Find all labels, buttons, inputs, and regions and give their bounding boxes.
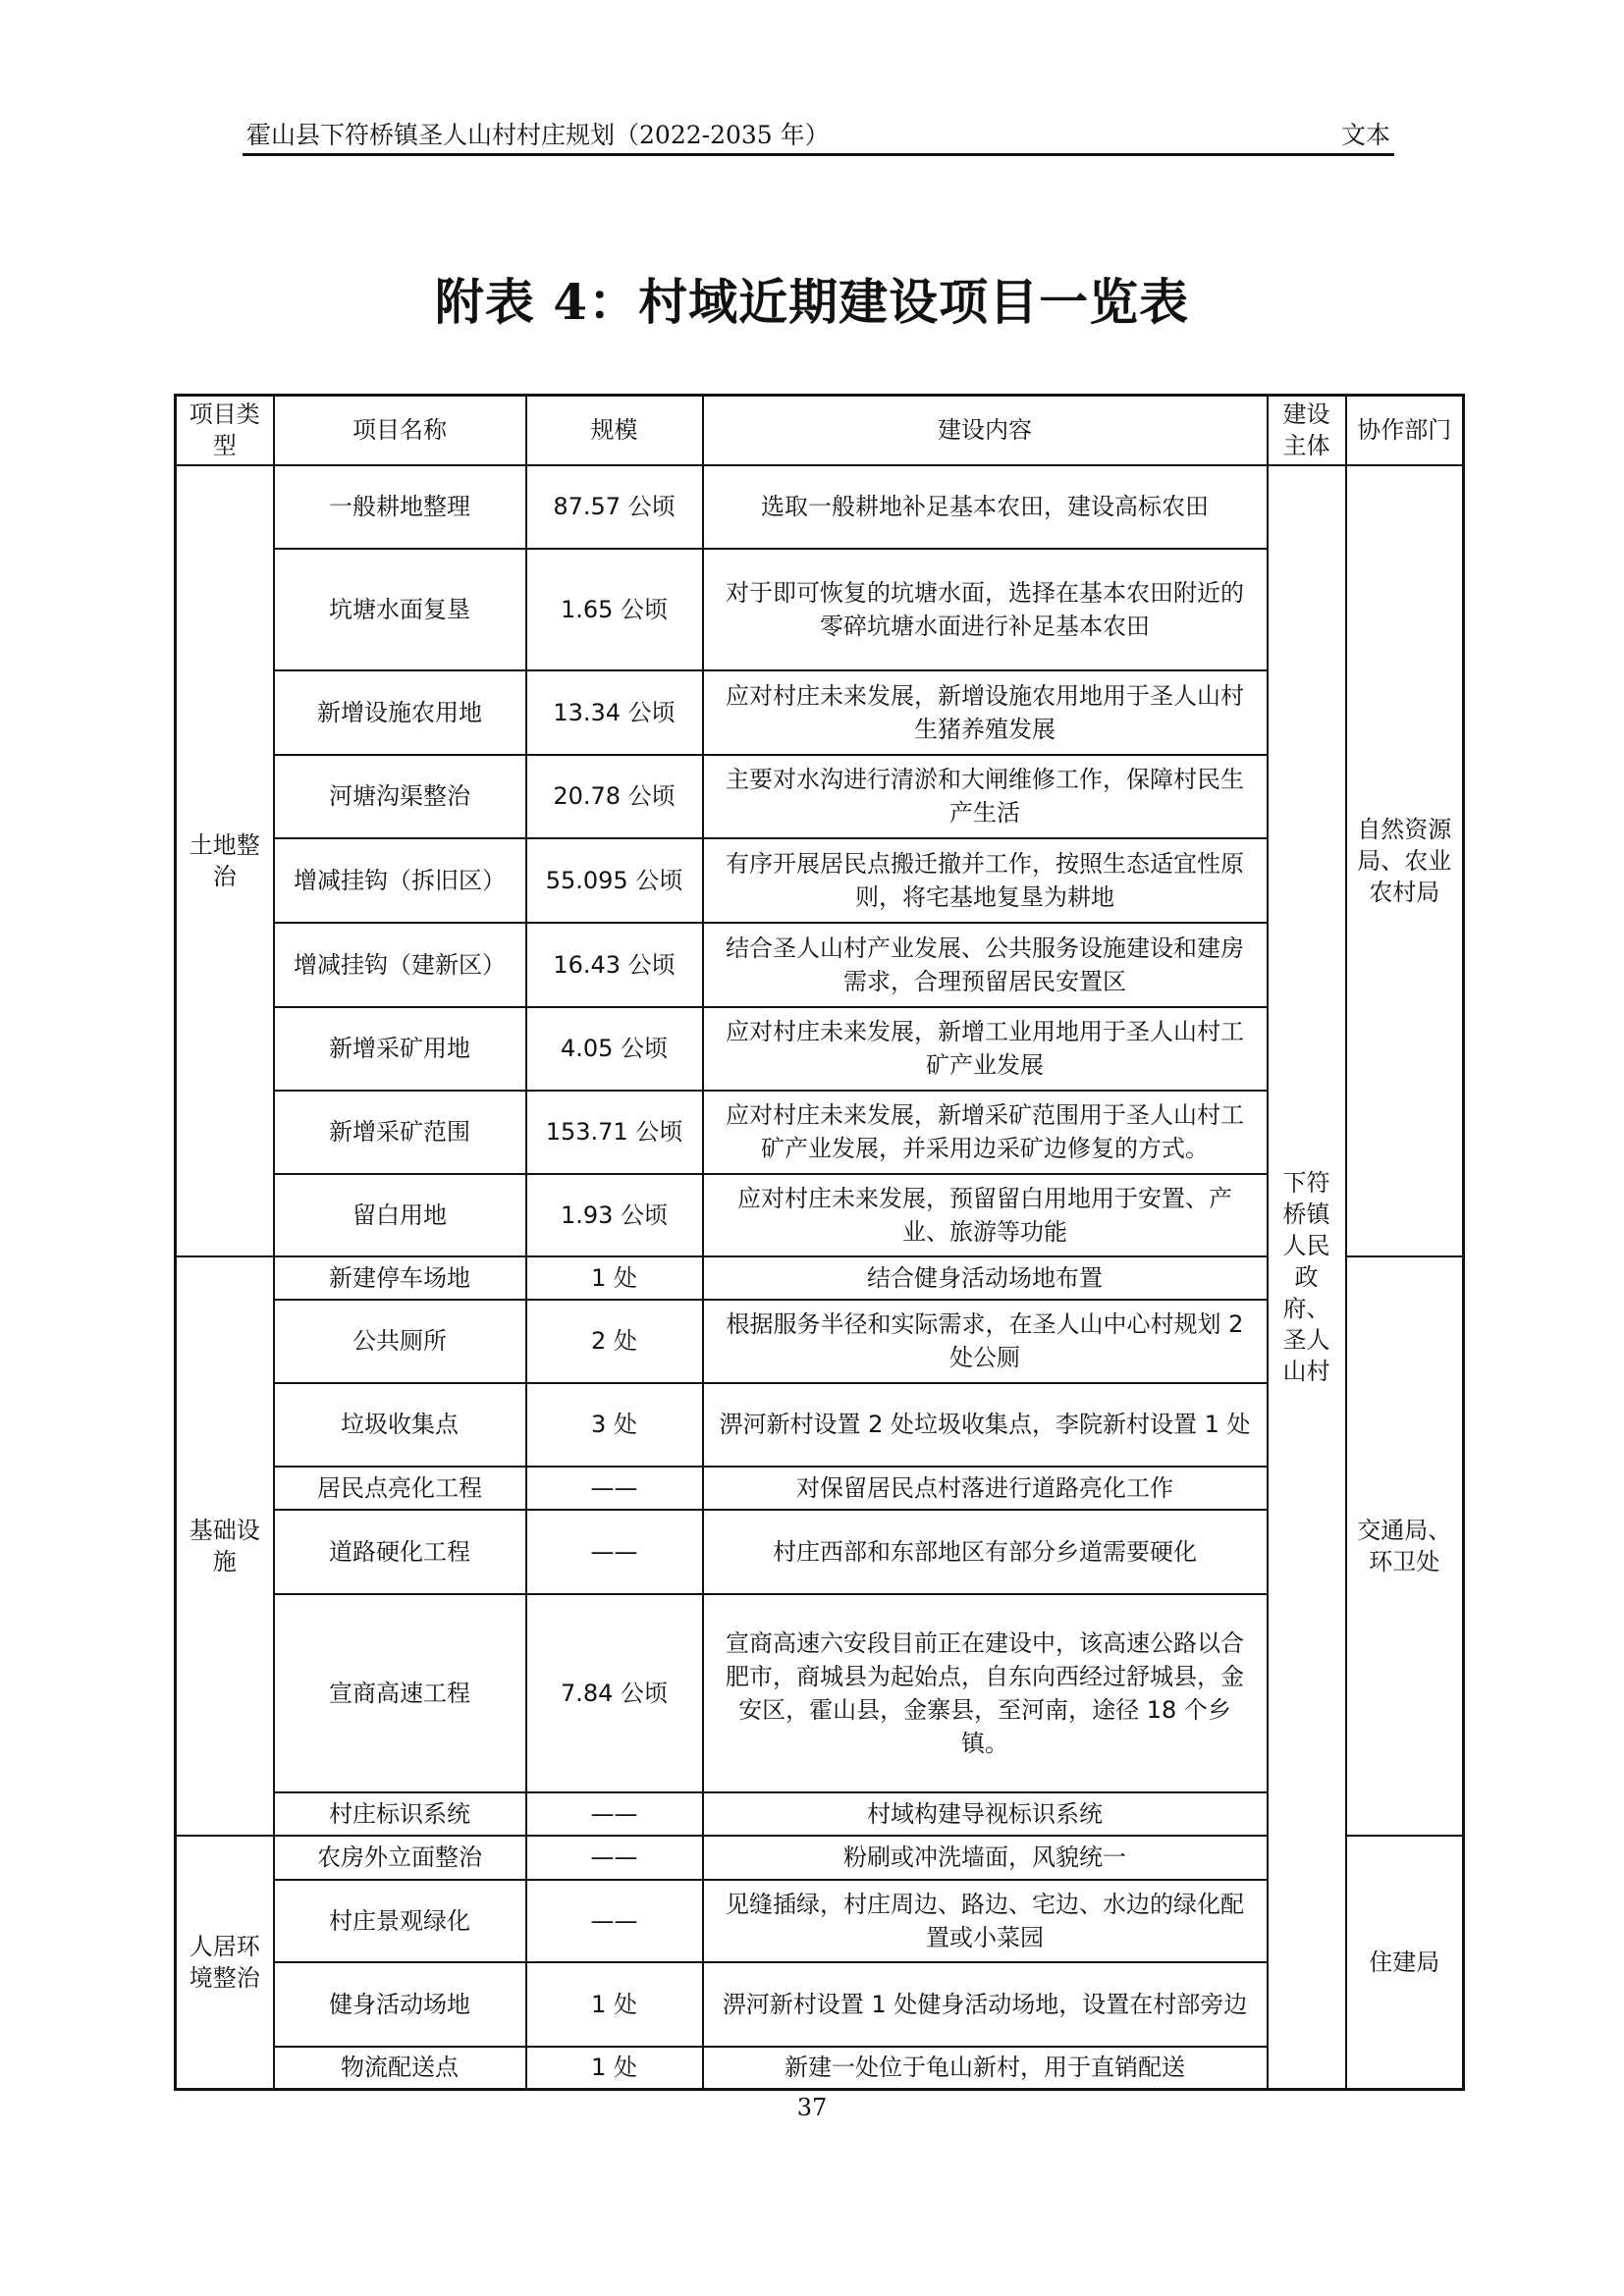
content-cell: 宣商高速六安段目前正在建设中，该高速公路以合肥市，商城县为起始点，自东向西经过舒城县，金安区，霍山县，金寨县，至河南，途径 18 个乡镇。	[703, 1594, 1268, 1792]
scale-cell: 2 处	[526, 1300, 703, 1383]
scale-cell: 1.65 公顷	[526, 549, 703, 670]
scale-cell: 153.71 公顷	[526, 1091, 703, 1174]
project-name-cell: 一般耕地整理	[274, 465, 526, 549]
project-type-cell: 土地整治	[176, 465, 274, 1256]
content-cell: 淠河新村设置 1 处健身活动场地，设置在村部旁边	[703, 1962, 1268, 2047]
table-header-row	[176, 396, 1464, 465]
scale-cell: 1.93 公顷	[526, 1174, 703, 1256]
scale-cell: 16.43 公顷	[526, 923, 703, 1007]
content-cell: 淠河新村设置 2 处垃圾收集点，李院新村设置 1 处	[703, 1383, 1268, 1467]
project-name-cell: 新增采矿用地	[274, 1007, 526, 1091]
table-row	[176, 465, 1464, 549]
project-name-cell: 农房外立面整治	[274, 1836, 526, 1880]
scale-cell: 87.57 公顷	[526, 465, 703, 549]
scale-cell: 1 处	[526, 2047, 703, 2090]
project-name-cell: 物流配送点	[274, 2047, 526, 2090]
project-type-cell: 人居环境整治	[176, 1836, 274, 2090]
project-name-cell: 道路硬化工程	[274, 1510, 526, 1594]
scale-cell: 3 处	[526, 1383, 703, 1467]
project-name-cell: 留白用地	[274, 1174, 526, 1256]
project-type-cell: 基础设施	[176, 1256, 274, 1836]
scale-cell: ——	[526, 1510, 703, 1594]
construction-subject-cell: 下符桥镇人民政府、圣人山村	[1268, 465, 1346, 2090]
project-name-cell: 村庄标识系统	[274, 1792, 526, 1836]
scale-cell: ——	[526, 1836, 703, 1880]
content-cell: 对保留居民点村落进行道路亮化工作	[703, 1467, 1268, 1510]
scale-cell: 20.78 公顷	[526, 755, 703, 838]
content-cell: 见缝插绿，村庄周边、路边、宅边、水边的绿化配置或小菜园	[703, 1880, 1268, 1962]
content-cell: 结合健身活动场地布置	[703, 1256, 1268, 1300]
scale-cell: ——	[526, 1467, 703, 1510]
content-cell: 应对村庄未来发展，新增设施农用地用于圣人山村生猪养殖发展	[703, 670, 1268, 755]
header-scale: 规模	[526, 396, 703, 465]
content-cell: 对于即可恢复的坑塘水面，选择在基本农田附近的零碎坑塘水面进行补足基本农田	[703, 549, 1268, 670]
content-cell: 村域构建导视标识系统	[703, 1792, 1268, 1836]
project-name-cell: 村庄景观绿化	[274, 1880, 526, 1962]
project-name-cell: 新增采矿范围	[274, 1091, 526, 1174]
page-header	[243, 110, 1394, 156]
content-cell: 主要对水沟进行清淤和大闸维修工作，保障村民生产生活	[703, 755, 1268, 838]
scale-cell: 7.84 公顷	[526, 1594, 703, 1792]
header-section-label: 文本	[1340, 121, 1390, 149]
cooperating-dept-cell: 住建局	[1346, 1836, 1464, 2090]
project-name-cell: 增减挂钩（建新区）	[274, 923, 526, 1007]
header-content: 建设内容	[703, 396, 1268, 465]
scale-cell: 55.095 公顷	[526, 838, 703, 923]
cooperating-dept-cell: 交通局、环卫处	[1346, 1256, 1464, 1836]
scale-cell: 4.05 公顷	[526, 1007, 703, 1091]
project-name-cell: 公共厕所	[274, 1300, 526, 1383]
content-cell: 应对村庄未来发展，新增工业用地用于圣人山村工矿产业发展	[703, 1007, 1268, 1091]
scale-cell: 1 处	[526, 1962, 703, 2047]
content-cell: 有序开展居民点搬迁撤并工作，按照生态适宜性原则，将宅基地复垦为耕地	[703, 838, 1268, 923]
cooperating-dept-cell: 自然资源局、农业农村局	[1346, 465, 1464, 1256]
page-number: 37	[796, 2094, 828, 2121]
scale-cell: ——	[526, 1792, 703, 1836]
content-cell: 根据服务半径和实际需求，在圣人山中心村规划 2 处公厕	[703, 1300, 1268, 1383]
project-table	[174, 394, 1465, 2091]
header-project-type: 项目类型	[176, 396, 274, 465]
header-project-name: 项目名称	[274, 396, 526, 465]
header-dept: 协作部门	[1346, 396, 1464, 465]
scale-cell: 1 处	[526, 1256, 703, 1300]
content-cell: 结合圣人山村产业发展、公共服务设施建设和建房需求，合理预留居民安置区	[703, 923, 1268, 1007]
project-name-cell: 宣商高速工程	[274, 1594, 526, 1792]
scale-cell: ——	[526, 1880, 703, 1962]
content-cell: 应对村庄未来发展，新增采矿范围用于圣人山村工矿产业发展，并采用边采矿边修复的方式。	[703, 1091, 1268, 1174]
project-name-cell: 增减挂钩（拆旧区）	[274, 838, 526, 923]
project-name-cell: 河塘沟渠整治	[274, 755, 526, 838]
project-name-cell: 新建停车场地	[274, 1256, 526, 1300]
content-cell: 村庄西部和东部地区有部分乡道需要硬化	[703, 1510, 1268, 1594]
content-cell: 应对村庄未来发展，预留留白用地用于安置、产业、旅游等功能	[703, 1174, 1268, 1256]
project-name-cell: 居民点亮化工程	[274, 1467, 526, 1510]
project-name-cell: 垃圾收集点	[274, 1383, 526, 1467]
content-cell: 粉刷或冲洗墙面，风貌统一	[703, 1836, 1268, 1880]
header-document-title: 霍山县下符桥镇圣人山村村庄规划（2022-2035 年）	[246, 121, 830, 149]
project-name-cell: 新增设施农用地	[274, 670, 526, 755]
project-name-cell: 健身活动场地	[274, 1962, 526, 2047]
content-cell: 选取一般耕地补足基本农田，建设高标农田	[703, 465, 1268, 549]
scale-cell: 13.34 公顷	[526, 670, 703, 755]
content-cell: 新建一处位于龟山新村，用于直销配送	[703, 2047, 1268, 2090]
header-subject: 建设主体	[1268, 396, 1346, 465]
table-title: 附表 4：村域近期建设项目一览表	[434, 273, 1190, 331]
project-name-cell: 坑塘水面复垦	[274, 549, 526, 670]
